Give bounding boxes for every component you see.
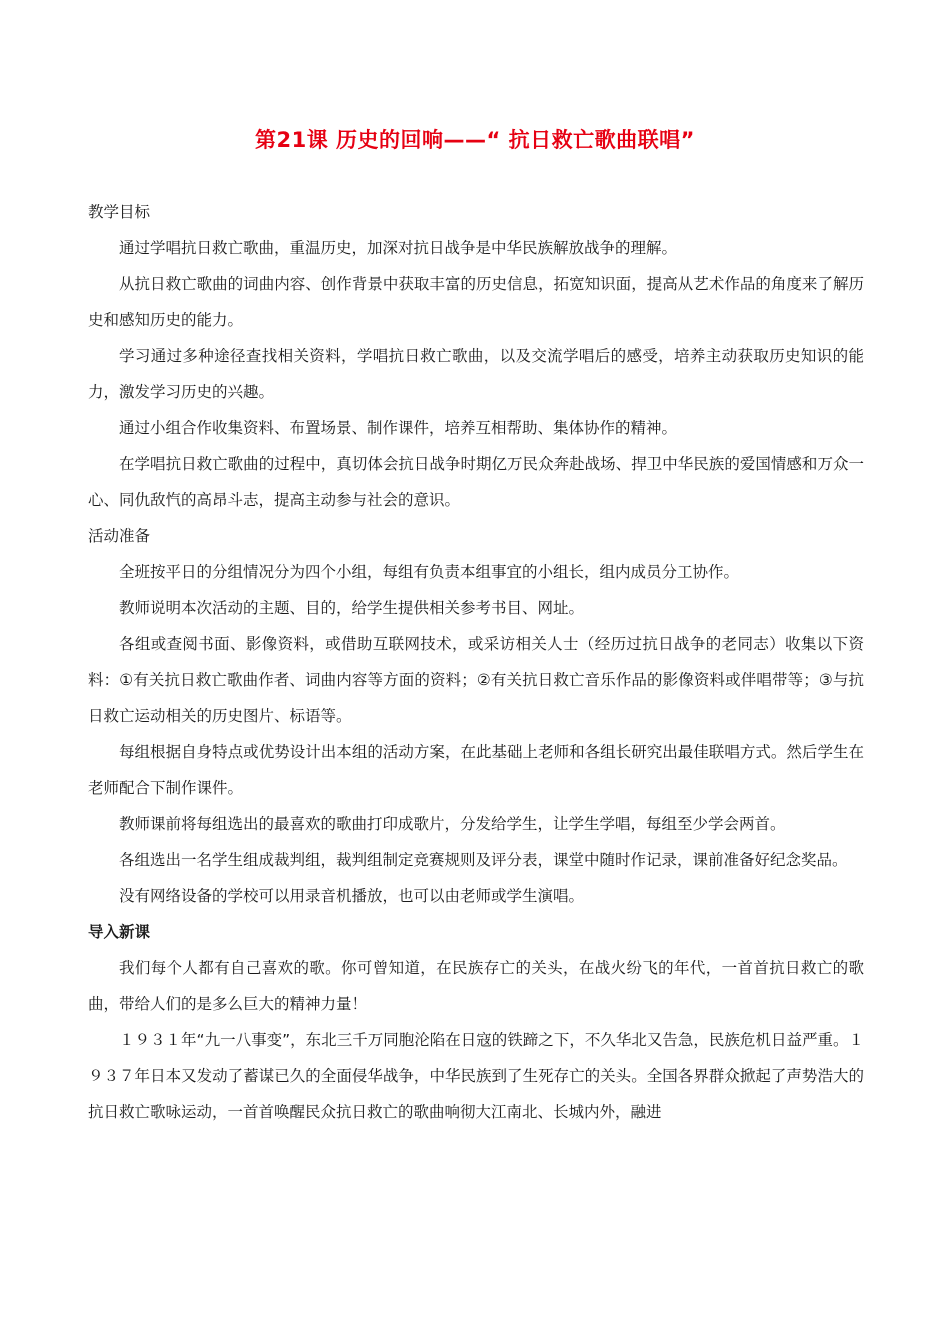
document-body bbox=[88, 194, 864, 1130]
paragraph: 每组根据自身特点或优势设计出本组的活动方案，在此基础上老师和各组长研究出最佳联唱方式。然后学生在老师配合下制作课件。 bbox=[88, 743, 864, 797]
paragraph: 各组或查阅书面、影像资料，或借助互联网技术，或采访相关人士（经历过抗日战争的老同志）收集以下资料：①有关抗日救亡歌曲作者、词曲内容等方面的资料；②有关抗日救亡音乐作品的影像资料或伴唱带等；③与抗日救亡运动相关的历史图片、标语等。 bbox=[88, 635, 864, 725]
paragraph: 学习通过多种途径查找相关资料，学唱抗日救亡歌曲，以及交流学唱后的感受，培养主动获取历史知识的能力，激发学习历史的兴趣。 bbox=[88, 347, 864, 401]
paragraph: 各组选出一名学生组成裁判组，裁判组制定竞赛规则及评分表，课堂中随时作记录，课前准备好纪念奖品。 bbox=[119, 851, 848, 869]
paragraph: 在学唱抗日救亡歌曲的过程中，真切体会抗日战争时期亿万民众奔赴战场、捍卫中华民族的爱国情感和万众一心、同仇敌忾的高昂斗志，提高主动参与社会的意识。 bbox=[88, 455, 864, 509]
page-title: 第21课 历史的回响——“ 抗日救亡歌曲联唱” bbox=[255, 128, 695, 152]
paragraph: 从抗日救亡歌曲的词曲内容、创作背景中获取丰富的历史信息，拓宽知识面，提高从艺术作品的角度来了解历史和感知历史的能力。 bbox=[88, 275, 864, 329]
paragraph: 教师课前将每组选出的最喜欢的歌曲打印成歌片，分发给学生，让学生学唱，每组至少学会两首。 bbox=[119, 815, 786, 833]
paragraph: 我们每个人都有自己喜欢的歌。你可曾知道，在民族存亡的关头，在战火纷飞的年代，一首首抗日救亡的歌曲，带给人们的是多么巨大的精神力量！ bbox=[88, 959, 864, 1013]
paragraph: 通过小组合作收集资料、布置场景、制作课件，培养互相帮助、集体协作的精神。 bbox=[119, 419, 678, 437]
section-heading-objectives: 教学目标 bbox=[88, 203, 151, 221]
paragraph: 通过学唱抗日救亡歌曲，重温历史，加深对抗日战争是中华民族解放战争的理解。 bbox=[119, 239, 678, 257]
paragraph: １９３１年“九一八事变”，东北三千万同胞沦陷在日寇的铁蹄之下，不久华北又告急，民族危机日益严重。１９３７年日本又发动了蓄谋已久的全面侵华战争，中华民族到了生死存亡的关头。全国各界群众掀起了声势浩大的抗日救亡歌咏运动，一首首唤醒民众抗日救亡的歌曲响彻大江南北、长城内外，融进 bbox=[88, 1031, 864, 1121]
section-heading-introduction: 导入新课 bbox=[88, 923, 151, 941]
paragraph: 教师说明本次活动的主题、目的，给学生提供相关参考书目、网址。 bbox=[119, 599, 585, 617]
section-heading-preparation: 活动准备 bbox=[88, 527, 151, 545]
paragraph: 全班按平日的分组情况分为四个小组，每组有负责本组事宜的小组长，组内成员分工协作。 bbox=[119, 563, 740, 581]
paragraph: 没有网络设备的学校可以用录音机播放，也可以由老师或学生演唱。 bbox=[119, 887, 585, 905]
